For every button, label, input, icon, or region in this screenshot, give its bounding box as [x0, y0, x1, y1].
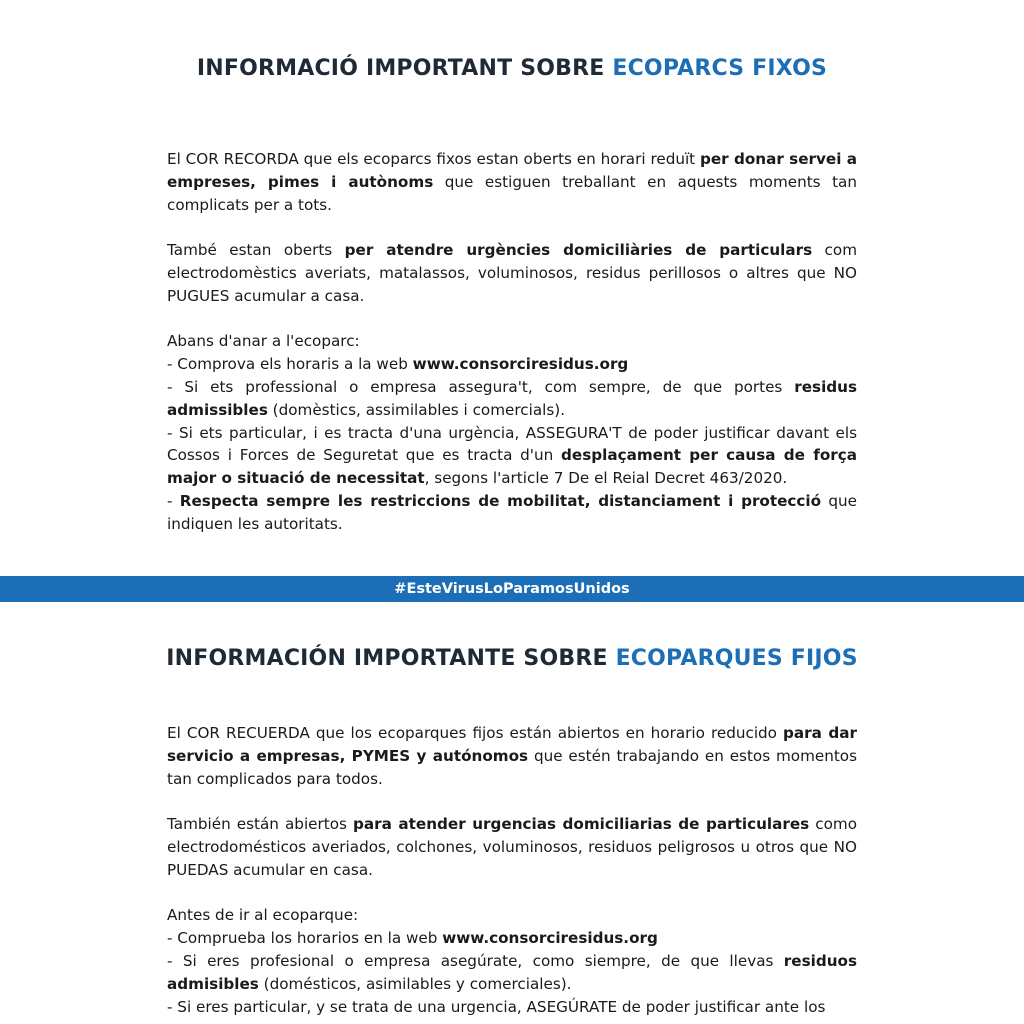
catalan-bullet-4: [167, 490, 857, 536]
hashtag-text: #EsteVirusLoParamosUnidos: [394, 581, 630, 597]
catalan-title: [0, 56, 1024, 81]
text-run: - Comprueba los horarios en la web: [167, 929, 443, 948]
text-run: - Si eres profesional o empresa asegúrate, como siempre, de que llevas: [167, 951, 784, 970]
text-run: como electrodomésticos averiados, colchones, voluminosos, residuos peligrosos u otros que NO PUEDAS acumular en casa.: [167, 815, 857, 879]
text-run: - Comprova els horaris a la web: [167, 355, 413, 374]
text-run: -: [167, 491, 180, 510]
text-run: (domèstics, assimilables i comercials).: [267, 400, 566, 419]
spanish-body: [167, 722, 857, 1018]
bold-text: per atendre urgències domiciliàries de particulars: [344, 241, 813, 260]
catalan-body: [167, 148, 857, 536]
catalan-bullet-2: [167, 376, 857, 422]
bold-text: per donar servei a empreses, pimes i autònoms: [167, 150, 857, 191]
text-run: , segons l'article 7 De el Reial Decret 463/2020.: [424, 469, 788, 488]
bold-text: Respecta sempre les restriccions de mobilitat, distanciament i protecció: [179, 491, 822, 510]
spanish-bullet-2: [167, 950, 857, 996]
text-run: - Si ets particular, i es tracta d'una urgència, ASSEGURA'T de poder justificar davant els Cossos i Forces de Seguretat que es tracta d'un: [167, 423, 857, 465]
bold-text: residuos admisibles: [167, 951, 857, 993]
catalan-bullet-1: [167, 353, 857, 376]
bold-text: desplaçament per causa de força major o situació de necessitat: [167, 446, 857, 488]
text-run: También están abiertos: [167, 815, 353, 834]
bold-text: www.consorciresidus.org: [412, 355, 629, 374]
text-run: que estiguen treballant en aquests moments tan complicats per a tots.: [167, 172, 857, 214]
text-run: També estan oberts: [167, 241, 345, 260]
text-run: que indiquen les autoritats.: [167, 491, 857, 533]
spanish-title: [0, 646, 1024, 671]
spanish-paragraph-2: [167, 813, 857, 881]
text-run: El COR RECUERDA que los ecoparques fijos están abiertos en horario reducido: [167, 724, 784, 742]
bold-text: para dar servicio a empresas, PYMES y autónomos: [167, 724, 857, 765]
spanish-title-main: INFORMACIÓN IMPORTANTE SOBRE: [166, 646, 616, 671]
text-run: - Si ets professional o empresa assegura't, com sempre, de que portes: [167, 377, 795, 396]
text-run: - Si eres particular, y se trata de una urgencia, ASEGÚRATE de poder justificar ante los: [167, 997, 826, 1016]
bold-text: www.consorciresidus.org: [442, 929, 658, 948]
catalan-bullet-3: [167, 422, 857, 490]
spanish-title-accent: ECOPARQUES FIJOS: [615, 646, 858, 671]
catalan-title-main: INFORMACIÓ IMPORTANT SOBRE: [196, 56, 613, 81]
spanish-bullet-3: [167, 996, 857, 1019]
bold-text: para atender urgencias domiciliarias de particulares: [353, 815, 810, 834]
text-run: que estén trabajando en estos momentos tan complicados para todos.: [167, 746, 857, 788]
catalan-intro: Abans d'anar a l'ecoparc:: [167, 332, 360, 351]
spanish-intro: Antes de ir al ecoparque:: [167, 906, 359, 925]
spanish-bullet-1: [167, 927, 857, 950]
catalan-title-accent: ECOPARCS FIXOS: [612, 56, 828, 81]
spanish-paragraph-1: [167, 722, 857, 790]
text-run: com electrodomèstics averiats, matalassos, voluminosos, residus perillosos o altres que NO PUGUES acumular a casa.: [167, 241, 857, 305]
text-run: (domésticos, asimilables y comerciales).: [258, 974, 572, 993]
text-run: El COR RECORDA que els ecoparcs fixos estan oberts en horari reduït: [167, 150, 700, 168]
bold-text: residus admissibles: [167, 377, 857, 419]
hashtag-band: [0, 576, 1024, 602]
catalan-paragraph-2: [167, 239, 857, 307]
catalan-paragraph-1: [167, 148, 857, 216]
